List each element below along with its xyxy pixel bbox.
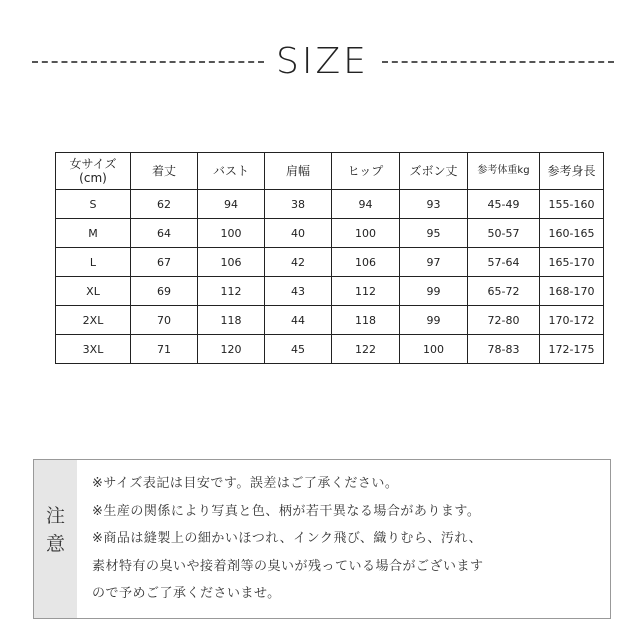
table-cell: 78-83 bbox=[468, 335, 540, 364]
header-hip: ヒップ bbox=[332, 153, 400, 190]
table-cell: 65-72 bbox=[468, 277, 540, 306]
notice-label-panel bbox=[34, 460, 77, 618]
table-cell: 94 bbox=[332, 190, 400, 219]
table-cell: 172-175 bbox=[540, 335, 604, 364]
table-cell: 112 bbox=[198, 277, 265, 306]
table-cell: 3XL bbox=[56, 335, 131, 364]
table-row bbox=[56, 335, 604, 364]
table-cell: 100 bbox=[400, 335, 468, 364]
table-cell: 99 bbox=[400, 277, 468, 306]
table-header-row bbox=[56, 153, 604, 190]
notice-label-char-1: 注 bbox=[45, 505, 65, 527]
table-cell: S bbox=[56, 190, 131, 219]
table-cell: 94 bbox=[198, 190, 265, 219]
header-pants-length: ズボン丈 bbox=[400, 153, 468, 190]
header-ref-weight: 参考体重kg bbox=[468, 153, 540, 190]
table-cell: 67 bbox=[131, 248, 198, 277]
table-cell: 44 bbox=[265, 306, 332, 335]
table-cell: 40 bbox=[265, 219, 332, 248]
table-cell: 99 bbox=[400, 306, 468, 335]
table-cell: 118 bbox=[332, 306, 400, 335]
table-cell: 57-64 bbox=[468, 248, 540, 277]
header-size bbox=[56, 153, 131, 190]
table-cell: XL bbox=[56, 277, 131, 306]
notice-line: ※サイズ表記は目安です。誤差はご了承ください。 bbox=[92, 476, 399, 491]
notice-line: ので予めご了承くださいませ。 bbox=[92, 586, 281, 601]
header-size-label: 女サイズ bbox=[69, 157, 117, 171]
notice-text bbox=[92, 470, 602, 608]
table-cell: 97 bbox=[400, 248, 468, 277]
table-cell: 106 bbox=[198, 248, 265, 277]
title-row bbox=[0, 40, 640, 84]
table-cell: 165-170 bbox=[540, 248, 604, 277]
table-cell: 62 bbox=[131, 190, 198, 219]
table-cell: 38 bbox=[265, 190, 332, 219]
table-cell: 100 bbox=[198, 219, 265, 248]
table-cell: 45-49 bbox=[468, 190, 540, 219]
header-ref-height: 参考身長 bbox=[540, 153, 604, 190]
header-bust: バスト bbox=[198, 153, 265, 190]
header-size-unit: (cm) bbox=[79, 171, 107, 185]
page-title: SIZE bbox=[276, 41, 369, 82]
table-row bbox=[56, 277, 604, 306]
table-cell: 50-57 bbox=[468, 219, 540, 248]
table-cell: M bbox=[56, 219, 131, 248]
table-cell: 71 bbox=[131, 335, 198, 364]
table-row bbox=[56, 190, 604, 219]
notice-label bbox=[34, 502, 77, 558]
table-cell: 160-165 bbox=[540, 219, 604, 248]
notice-box bbox=[33, 459, 611, 619]
table-cell: 155-160 bbox=[540, 190, 604, 219]
table-cell: 69 bbox=[131, 277, 198, 306]
table-cell: 43 bbox=[265, 277, 332, 306]
notice-line: ※生産の関係により写真と色、柄が若干異なる場合があります。 bbox=[92, 503, 481, 519]
right-dashed-divider bbox=[382, 61, 614, 63]
table-cell: 42 bbox=[265, 248, 332, 277]
table-cell: L bbox=[56, 248, 131, 277]
table-cell: 45 bbox=[265, 335, 332, 364]
table-cell: 122 bbox=[332, 335, 400, 364]
table-row bbox=[56, 248, 604, 277]
table-cell: 70 bbox=[131, 306, 198, 335]
table-row bbox=[56, 219, 604, 248]
table-cell: 93 bbox=[400, 190, 468, 219]
table-cell: 100 bbox=[332, 219, 400, 248]
table-cell: 170-172 bbox=[540, 306, 604, 335]
header-length: 着丈 bbox=[131, 153, 198, 190]
table-cell: 120 bbox=[198, 335, 265, 364]
notice-line: 素材特有の臭いや接着剤等の臭いが残っている場合がございます bbox=[92, 558, 484, 574]
table-cell: 112 bbox=[332, 277, 400, 306]
header-shoulder: 肩幅 bbox=[265, 153, 332, 190]
table-cell: 64 bbox=[131, 219, 198, 248]
table-cell: 168-170 bbox=[540, 277, 604, 306]
table-cell: 95 bbox=[400, 219, 468, 248]
size-table bbox=[55, 152, 604, 364]
table-cell: 118 bbox=[198, 306, 265, 335]
left-dashed-divider bbox=[32, 61, 264, 63]
table-cell: 106 bbox=[332, 248, 400, 277]
table-row bbox=[56, 306, 604, 335]
notice-label-char-2: 意 bbox=[45, 533, 65, 555]
table-cell: 72-80 bbox=[468, 306, 540, 335]
notice-line: ※商品は縫製上の細かいほつれ、インク飛び、織りむら、汚れ、 bbox=[92, 531, 483, 546]
table-cell: 2XL bbox=[56, 306, 131, 335]
